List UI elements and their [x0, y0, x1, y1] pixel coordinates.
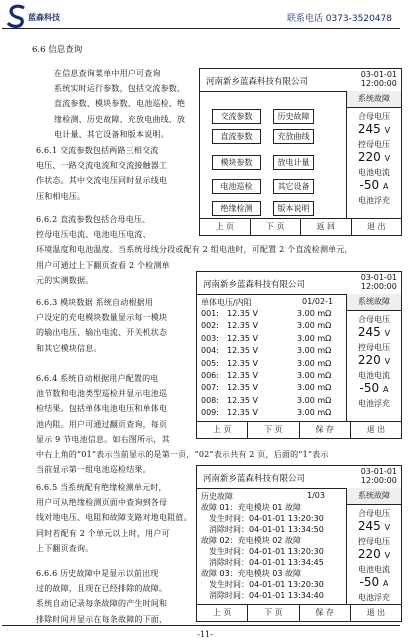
fault-03-end: 消除时间：04-01-01 13:34:40	[209, 591, 324, 600]
menu-ac-params[interactable]: 交流参数	[212, 109, 261, 124]
cell-1-voltage: 12.35 V	[227, 309, 258, 318]
cell-2-voltage: 12.35 V	[227, 321, 258, 331]
menu-charge-curve[interactable]: 充放曲线	[273, 129, 314, 144]
company-logo-icon	[4, 3, 30, 29]
fault-01-start: 发生时间：04-01-01 13:20:30	[209, 514, 324, 523]
menu-history-fault[interactable]: 历史故障	[273, 109, 314, 124]
screen-title-bar	[200, 69, 401, 92]
brand-name: 蓝森科技	[28, 13, 60, 22]
cell-7-resistance: 3.00 mΩ	[297, 383, 332, 393]
page-down-button[interactable]: 下 页	[248, 605, 299, 621]
company-name: 河南新乡蓝森科技有限公司	[203, 474, 306, 484]
cell-5-resistance: 3.00 mΩ	[297, 358, 332, 368]
lcd-screen-cell-voltage	[196, 271, 402, 439]
system-fault-tab[interactable]: 系统故障	[347, 294, 401, 311]
page-down-button[interactable]: 下 页	[251, 219, 302, 235]
save-button[interactable]: 保 存	[300, 422, 351, 438]
page-up-button[interactable]: 上 页	[197, 605, 248, 621]
exit-button[interactable]: 退 出	[366, 222, 386, 231]
lcd-screen-history-fault	[196, 465, 402, 622]
cell-9-resistance: 3.00 mΩ	[297, 408, 332, 418]
page-down-button[interactable]: 下 页	[248, 422, 299, 438]
menu-other-devices[interactable]: 其它设备	[273, 179, 314, 194]
datetime: 03-01-01 12:00:00	[360, 467, 397, 485]
cell-8-voltage: 12.35 V	[227, 395, 258, 405]
fault-02-start: 发生时间：04-01-01 13:20:30	[209, 547, 324, 556]
exit-button[interactable]: 退 出	[366, 608, 386, 617]
cell-6-index: 006:	[201, 371, 219, 380]
cell-4-resistance: 3.00 mΩ	[297, 346, 332, 356]
para-history: 6.6.6 历史故障中是显示以前出现 过的故障，且现在已经排除的故障。 系统自动记录每条故障的产生时间和 排除时间并显示在每条故障的下面，	[36, 569, 168, 624]
para-insulation: 6.6.5 当系统配有绝缘检测单元时， 用户可从绝缘检测页面中查询到各母 线对地电压、电阻和故障支路对地电阻值。 同时若配有 2 个单元以上时，用户可 上下翻页查询。	[36, 483, 192, 553]
header-rule	[2, 28, 400, 29]
cell-4-index: 004:	[201, 346, 219, 356]
page-up-button[interactable]: 上 页	[200, 219, 251, 235]
fault-03-name: 故障 03：充电模块 03 故障	[201, 569, 301, 578]
soft-key-bar	[197, 604, 401, 621]
cell-1-resistance: 3.00 mΩ	[297, 309, 332, 318]
fault-01-name: 故障 01：充电模块 01 故障	[201, 503, 301, 512]
status-panel: 系统故障 合母电压 245 V 控母电压 220 V 电池电流 -50 A 电池浮充	[346, 294, 401, 422]
cell-8-resistance: 3.00 mΩ	[297, 395, 332, 405]
page-up-button[interactable]: 上 页	[197, 422, 248, 438]
cell-2-index: 002:	[201, 321, 219, 331]
history-title: 历史故障	[201, 492, 233, 501]
lcd-screen-menu	[199, 68, 402, 236]
datetime: 03-01-01 12:00:00	[360, 273, 397, 291]
cell-7-index: 007:	[201, 383, 219, 393]
exit-button[interactable]: 退 出	[366, 425, 386, 434]
cell-6-voltage: 12.35 V	[227, 371, 258, 380]
para-ac: 6.6.1 交流参数包括两路三相交流 电压、一路交流电流和交流接触器工 作状态。其中交流电压同时显示线电 压和相电压。	[36, 146, 168, 201]
cell-3-index: 003:	[201, 333, 219, 343]
fault-03-start: 发生时间：04-01-01 13:20:30	[209, 580, 324, 589]
screen-title-bar	[197, 466, 401, 489]
history-page-indicator: 1/03	[307, 491, 325, 500]
cell-6-resistance: 3.00 mΩ	[297, 371, 332, 380]
cell-2-resistance: 3.00 mΩ	[297, 321, 332, 331]
para-dc: 6.6.2 直流参数包括合母电压、 控母电压电流、电池电压电流、 环境温度和电池温度。当系统母线分段或配有 2 组电池时，可配置 2 个直流检测单元， 用户可通过上下翻页查看 2 个检测单 元的实测数据。	[36, 215, 353, 285]
fault-02-name: 故障 02：充电模块 02 故障	[201, 536, 301, 545]
save-button[interactable]: 保 存	[300, 605, 351, 621]
footer-rule	[2, 625, 400, 626]
section-title: 6.6 信息查询	[32, 45, 83, 55]
soft-key-bar	[200, 218, 401, 235]
para-intro: 在信息查询菜单中用户可查询 系统实时运行参数，包括交流参数、 直流参数、模块参数、电池巡检、绝 缘检测、历史故障、充放电曲线、放 电计量、其它设备和版本说明。	[54, 69, 186, 139]
cell-3-voltage: 12.35 V	[227, 333, 258, 343]
cell-9-index: 009:	[201, 408, 219, 418]
cell-1-index: 001:	[201, 309, 219, 318]
menu-dc-params[interactable]: 直流参数	[212, 129, 261, 144]
menu-insulation[interactable]: 绝缘检测	[212, 201, 261, 216]
cell-page-indicator: 01/02-1	[302, 297, 334, 306]
system-fault-tab[interactable]: 系统故障	[347, 91, 401, 108]
menu-discharge-meter[interactable]: 放电计量	[273, 155, 314, 170]
status-panel: 系统故障 合母电压 245 V 控母电压 220 V 电池电流 -50 A 电池浮充	[346, 488, 401, 605]
status-panel: 系统故障 合母电压 245 V 控母电压 220 V 电池电流 -50 A 电池浮充	[346, 91, 401, 219]
cell-5-voltage: 12.35 V	[227, 358, 258, 368]
company-name: 河南新乡蓝森科技有限公司	[203, 280, 306, 290]
datetime: 03-01-01 12:00:00	[360, 70, 397, 88]
company-name: 河南新乡蓝森科技有限公司	[206, 77, 309, 87]
fault-01-end: 消除时间：04-01-01 13:34:50	[209, 525, 324, 534]
cell-3-resistance: 3.00 mΩ	[297, 333, 332, 343]
menu-version[interactable]: 版本说明	[273, 201, 314, 216]
menu-module-params[interactable]: 模块参数	[212, 155, 261, 170]
page-number: -11-	[197, 630, 213, 639]
para-module: 6.6.3 模块数据 系统自动根据用 户设定的充电模块数量显示每一模块 的输出电压、输出电流、开关机状态 和其它模块信息。	[36, 298, 168, 353]
contact-phone: 联系电话 0373-3520478	[286, 14, 392, 24]
menu-battery-patrol[interactable]: 电池巡检	[212, 179, 261, 194]
screen-title-bar	[197, 272, 401, 295]
cell-9-voltage: 12.35 V	[227, 408, 258, 418]
fault-02-end: 消除时间：04-01-01 13:34:45	[209, 558, 324, 567]
para-battery: 6.6.4 系统自动根据用户配置的电 池节数和电池类型巡检并显示电池巡 检结果。包括单体电池电压和单体电 池内阻。用户可通过翻页查询，每页 显示 9 节电池信息。如右图所示，其 中右上角的“01”表示当前显示的是第一页，“02”表示共有 2 页，后面的“1”表示 当前显示第一组电池巡检结果。	[36, 374, 329, 475]
cell-5-index: 005:	[201, 358, 219, 368]
system-fault-tab[interactable]: 系统故障	[347, 488, 401, 505]
back-button[interactable]: 返 回	[301, 219, 352, 235]
soft-key-bar	[197, 421, 401, 438]
cell-page-title: 单体电压/内阻	[201, 298, 252, 307]
cell-4-voltage: 12.35 V	[227, 346, 258, 356]
cell-8-index: 008:	[201, 395, 219, 405]
cell-7-voltage: 12.35 V	[227, 383, 258, 393]
